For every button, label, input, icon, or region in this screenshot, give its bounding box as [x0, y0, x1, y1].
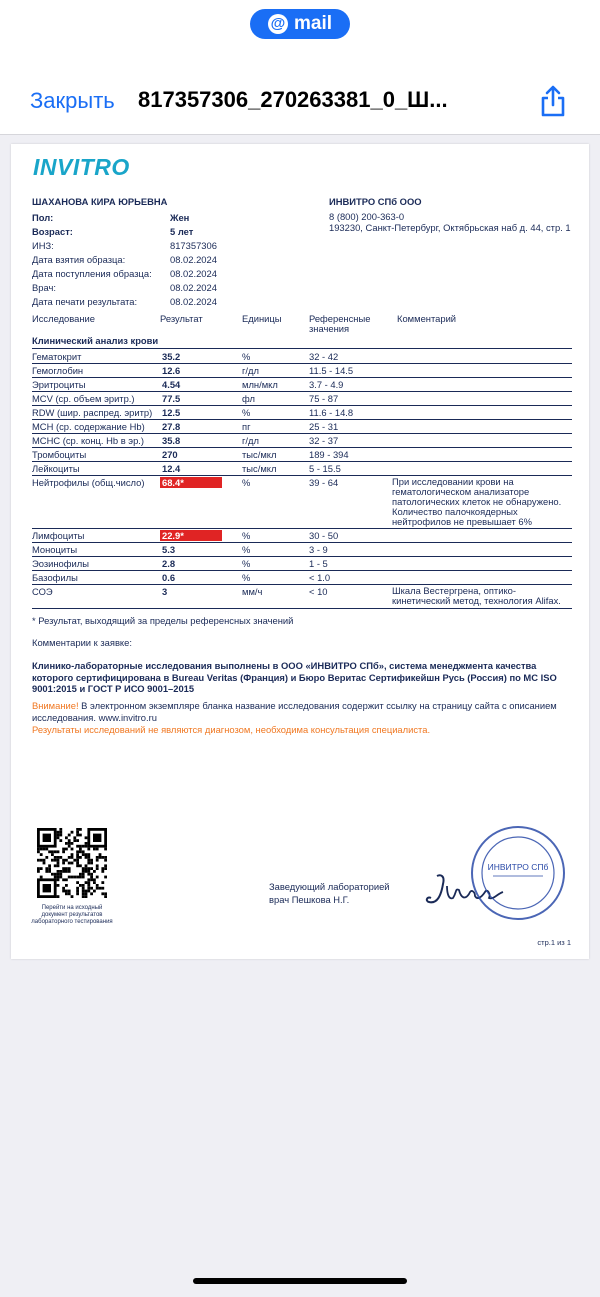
table-row [32, 529, 572, 543]
result-reference: 189 - 394 [309, 449, 349, 460]
result-test-name: Тромбоциты [32, 449, 87, 460]
result-reference: 3 - 9 [309, 544, 328, 555]
page-number: стр.1 из 1 [537, 938, 571, 947]
patient-info-row [32, 225, 312, 239]
attention-word: Внимание! [32, 700, 79, 711]
stamp-text: ИНВИТРО СПб [487, 862, 549, 872]
results-table [32, 350, 572, 609]
result-units: % [242, 572, 251, 583]
patient-info-value: 08.02.2024 [170, 254, 217, 265]
patient-info-value: 5 лет [170, 226, 194, 237]
invitro-logo: INVITRO [33, 154, 130, 180]
result-value: 2.8 [162, 558, 176, 569]
result-units: % [242, 477, 251, 488]
table-header [32, 314, 572, 336]
table-row [32, 364, 572, 378]
patient-info [32, 196, 312, 309]
result-test-name: Нейтрофилы (общ.число) [32, 477, 145, 488]
disclaimer: Результаты исследований не являются диагнозом, необходима консультация специалиста. [32, 724, 431, 735]
result-reference: 11.5 - 14.5 [309, 365, 354, 376]
site-link[interactable]: www.invitro.ru [98, 711, 157, 723]
result-reference: 11.6 - 14.8 [309, 407, 354, 418]
result-value: 270 [162, 449, 178, 460]
patient-info-label: Дата печати результата: [32, 296, 138, 307]
qr-code-icon[interactable] [37, 828, 107, 898]
result-test-name: MCH (ср. содержание Hb) [32, 421, 145, 432]
result-test-name: Эритроциты [32, 379, 86, 390]
header-units: Единицы [242, 313, 282, 324]
result-reference: < 1.0 [309, 572, 331, 583]
patient-info-label: Врач: [32, 282, 56, 293]
table-row [32, 420, 572, 434]
patient-info-value: 08.02.2024 [170, 282, 217, 293]
lab-phone: 8 (800) 200-363-0 [329, 211, 405, 222]
result-test-name: RDW (шир. распред. эритр) [32, 407, 153, 418]
result-reference: 3.7 - 4.9 [309, 379, 344, 390]
result-value: 12.4 [162, 463, 181, 474]
result-test-name: Гемоглобин [32, 365, 84, 376]
result-value: 12.5 [162, 407, 181, 418]
header-ref: Референсные значения [309, 313, 371, 334]
footnote: * Результат, выходящий за пределы референсных значений [32, 615, 294, 626]
result-test-name: Моноциты [32, 544, 78, 555]
at-icon: @ [268, 14, 288, 34]
result-units: тыс/мкл [242, 449, 277, 460]
result-units: мм/ч [242, 586, 263, 597]
result-units: г/дл [242, 435, 259, 446]
result-units: % [242, 544, 251, 555]
result-test-name: MCV (ср. объем эритр.) [32, 393, 135, 404]
result-units: млн/мкл [242, 379, 278, 390]
patient-info-row [32, 211, 312, 225]
result-reference: 1 - 5 [309, 558, 328, 569]
result-test-name: MCHC (ср. конц. Hb в эр.) [32, 435, 145, 446]
result-value: 27.8 [162, 421, 181, 432]
patient-info-value: 08.02.2024 [170, 296, 217, 307]
comments-label: Комментарии к заявке: [32, 637, 132, 648]
patient-info-value: 08.02.2024 [170, 268, 217, 279]
patient-info-label: Дата взятия образца: [32, 254, 126, 265]
result-units: фл [242, 393, 255, 404]
result-reference: 32 - 42 [309, 351, 339, 362]
signer-block [269, 880, 419, 906]
table-row [32, 406, 572, 420]
result-value: 77.5 [162, 393, 181, 404]
patient-info-row [32, 267, 312, 281]
signer-name: врач Пешкова Н.Г. [269, 894, 350, 905]
table-row [32, 350, 572, 364]
patient-info-row [32, 281, 312, 295]
result-reference: 75 - 87 [309, 393, 339, 404]
result-value: 35.8 [162, 435, 181, 446]
mail-app-badge[interactable] [250, 9, 350, 39]
table-row [32, 392, 572, 406]
stamp-icon [469, 824, 567, 922]
lab-info [329, 196, 579, 233]
result-value: 5.3 [162, 544, 176, 555]
result-reference: < 10 [309, 586, 328, 597]
table-row [32, 448, 572, 462]
result-units: пг [242, 421, 251, 432]
mail-label: mail [293, 13, 333, 34]
result-value: 35.2 [162, 351, 181, 362]
patient-name: ШАХАНОВА КИРА ЮРЬЕВНА [32, 196, 168, 207]
result-reference: 25 - 31 [309, 421, 339, 432]
table-row [32, 476, 572, 529]
result-reference: 30 - 50 [309, 530, 339, 541]
result-value: 3 [162, 586, 168, 597]
result-units: тыс/мкл [242, 463, 277, 474]
result-reference: 39 - 64 [309, 477, 339, 488]
result-units: % [242, 530, 251, 541]
result-units: % [242, 407, 251, 418]
qr-caption: Перейти на исходный документ результатов лабораторного тестирования [31, 905, 113, 925]
home-indicator[interactable] [193, 1278, 407, 1284]
patient-info-value: Жен [170, 212, 190, 223]
result-test-name: Эозинофилы [32, 558, 89, 569]
result-units: % [242, 351, 251, 362]
lab-name: ИНВИТРО СПб ООО [329, 196, 422, 207]
patient-info-label: Возраст: [32, 226, 73, 237]
header-test: Исследование [32, 313, 95, 324]
result-test-name: Базофилы [32, 572, 78, 583]
result-reference: 5 - 15.5 [309, 463, 341, 474]
result-test-name: Гематокрит [32, 351, 82, 362]
result-value: 4.54 [162, 379, 181, 390]
result-value: 12.6 [162, 365, 181, 376]
result-value: 68.4* [160, 477, 222, 488]
result-test-name: Лимфоциты [32, 530, 85, 541]
certification-text: Клинико-лабораторные исследования выполнены в ООО «ИНВИТРО СПб», система менеджмента качества которого сертифицирована в Bureau Veritas (Франция) и Бюро Веритас Сертификейшн Русь (Россия) по МС ISO 9001:2015 и ГОСТ Р ИСО 9001–2015 [32, 660, 557, 694]
result-comment: При исследовании крови на гематологическом анализаторе патологических клеток не обнаружено. Количество палочкоядерных нейтрофилов не превышает 6% [392, 476, 562, 527]
attention-text: В электронном экземпляре бланка название исследования содержит ссылку на страницу сайта с описанием исследования. [32, 700, 557, 723]
patient-info-row [32, 253, 312, 267]
table-row [32, 462, 572, 476]
result-units: % [242, 558, 251, 569]
table-row [32, 557, 572, 571]
result-value: 22.9* [160, 530, 222, 541]
patient-info-row [32, 239, 312, 253]
table-row [32, 543, 572, 557]
share-icon[interactable] [538, 84, 568, 118]
patient-info-label: Пол: [32, 212, 54, 223]
signer-title: Заведующий лабораторией [269, 881, 390, 892]
result-test-name: Лейкоциты [32, 463, 80, 474]
patient-info-label: ИНЗ: [32, 240, 54, 251]
result-reference: 32 - 37 [309, 435, 339, 446]
table-row [32, 434, 572, 448]
patient-info-row [32, 295, 312, 309]
patient-info-value: 817357306 [170, 240, 217, 251]
section-title: Клинический анализ крови [32, 335, 572, 349]
lab-address: 193230, Санкт-Петербург, Октябрьская наб д. 44, стр. 1 [329, 222, 571, 233]
top-bar [0, 0, 600, 135]
result-value: 0.6 [162, 572, 176, 583]
table-row [32, 585, 572, 609]
lab-report-document [11, 144, 589, 959]
result-units: г/дл [242, 365, 259, 376]
table-row [32, 378, 572, 392]
table-row [32, 571, 572, 585]
patient-info-label: Дата поступления образца: [32, 268, 152, 279]
result-test-name: СОЭ [32, 586, 53, 597]
result-comment: Шкала Вестергрена, оптико-кинетический метод, технология Alifax. [392, 585, 561, 606]
attention-note [32, 700, 577, 723]
document-title: 817357306_270263381_0_Ш... [138, 87, 448, 112]
header-result: Результат [160, 313, 203, 324]
close-button[interactable]: Закрыть [30, 88, 115, 113]
header-comment: Комментарий [397, 313, 457, 324]
